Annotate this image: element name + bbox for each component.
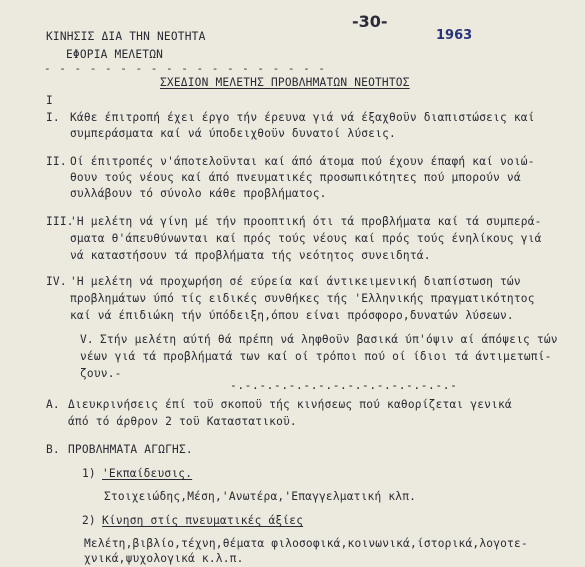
header-dashed-rule: - - - - - - - - - - - - - - - - - - - <box>44 62 327 75</box>
item-number: IV. <box>46 275 67 288</box>
item-number: II. <box>46 155 67 168</box>
item-line: Κάθε έπιτροπή έχει έργο τήν έρευνα γιά νά έξαχθοϋν διαπιστώσεις καί <box>70 111 535 124</box>
item-line: ζουν.- <box>80 367 122 380</box>
subitem-number: 1) <box>82 467 96 480</box>
section-B-label: B. <box>46 443 60 456</box>
item-line: θουν τούς νέους καί άπό πνευματικές προσωπικότητες πού μπορούν νά <box>70 171 521 184</box>
section-separator: -.-.-.-.-.-.-.-.-.-.-.-.-.-.-.- <box>230 379 458 392</box>
item-line: νέων γιά τά προβλήματά των καί οί τρόποι πού οί ίδιοι τά άντιμετωπί- <box>80 350 552 363</box>
item-number: V. <box>80 333 94 346</box>
item-line: σματα θ'άπευθύνωνται καί πρός τούς νέους καί πρός τούς ένηλίκους γιά <box>70 232 542 245</box>
section-I-label: I <box>46 94 53 107</box>
subitem-line: Μελέτη,βιβλίο,τέχνη,θέματα φιλοσοφικά,κοινωνικά,ίστορικά,λογοτε- <box>84 537 528 550</box>
department-name: ΕΦΟΡΙΑ ΜΕΛΕΤΩΝ <box>66 48 164 61</box>
document-title: ΣΧΕΔΙΟΝ ΜΕΛΕΤΗΣ ΠΡΟΒΛΗΜΑΤΩΝ ΝΕΟΤΗΤΟΣ <box>160 76 410 89</box>
section-A-line: άπό τό άρθρον 2 τοϋ Καταστατικοϋ. <box>68 415 297 428</box>
page-number: -30- <box>352 12 388 31</box>
item-line: προβλημάτων ύπό τίς ειδικές συνθήκες τής 'Ελληνικής πραγματικότητος <box>70 292 535 305</box>
item-line: Οί έπιτροπές ν'άποτελοϋνται καί άπό άτομα πού έχουν έπαφή καί νοιώ- <box>70 155 535 168</box>
subitem-line: χνικά,ψυχολογικά κ.λ.π. <box>84 552 244 565</box>
item-line: συλλάβουν τό σύνολο κάθε προβλήματος. <box>70 187 327 200</box>
section-A-line: Διευκρινήσεις έπί τοϋ σκοποϋ τής κινήσεως πού καθορίζεται γενικά <box>68 398 512 411</box>
subitem-title: 'Εκπαίδευσις. <box>102 467 193 480</box>
item-line: καί νά έπιδιώκη τήν ύπόδειξη,όπου είναι πρόσφορο,δυνατών λύσεων. <box>70 309 514 322</box>
item-number: III. <box>46 215 74 228</box>
subitem-number: 2) <box>82 514 96 527</box>
item-line: νά καταστήσουν τά προβλήματα τής νεότητος συνειδητά. <box>70 249 431 262</box>
section-B-title: ΠΡΟΒΛΗΜΑΤΑ ΑΓΩΓΗΣ. <box>68 443 193 456</box>
subitem-title: Κίνηση στίς πνευματικές άξίες <box>102 514 304 527</box>
subitem-line: Στοιχειώδης,Μέση,'Ανωτέρα,'Επαγγελματική κλπ. <box>104 490 417 503</box>
item-number: I. <box>46 111 60 124</box>
item-line: 'Η μελέτη νά γίνη μέ τήν προοπτική ότι τά προβλήματα καί τά συμπερά- <box>70 215 542 228</box>
handwritten-year: 1963 <box>436 28 473 43</box>
organization-name: ΚΙΝΗΣΙΣ ΔΙΑ ΤΗΝ ΝΕΟΤΗΤΑ <box>46 30 206 43</box>
item-line: 'Η μελέτη νά προχωρήση σέ εύρεία καί άντικειμενική διαπίστωση τών <box>70 275 521 288</box>
item-line: συμπεράσματα καί νά ύποδειχθοϋν δυνατοί λύσεις. <box>70 127 396 140</box>
item-line: Στήν μελέτη αύτή θά πρέπη νά ληφθοϋν βασικά ύπ'όψιν αί άπόψεις τών <box>100 333 558 346</box>
section-A-label: A. <box>46 398 60 411</box>
